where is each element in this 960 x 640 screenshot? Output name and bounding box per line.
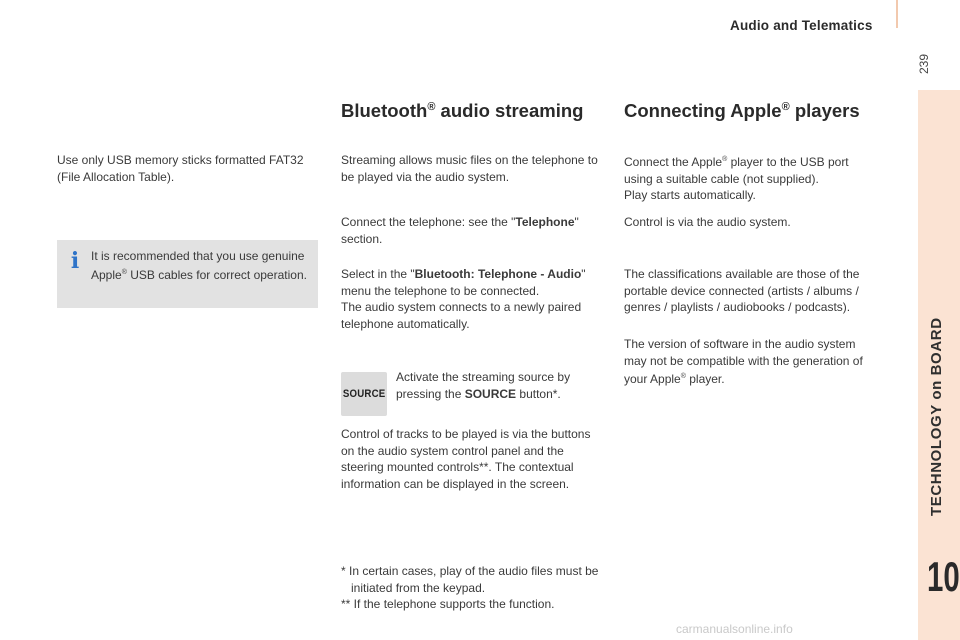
- page-number: 239: [917, 53, 931, 75]
- apple-control-text: Control is via the audio system.: [624, 215, 791, 229]
- connect-telephone-text: Connect the telephone: see the "Telephone" section.: [341, 215, 579, 246]
- header-divider: [896, 0, 898, 28]
- info-box: [57, 240, 318, 308]
- footnote-keypad: * In certain cases, play of the audio files must be initiated from the keypad.: [341, 564, 599, 595]
- activate-streaming-text: Activate the streaming source by pressing the SOURCE button*.: [396, 370, 571, 401]
- select-telephone-text: Select in the "Bluetooth: Telephone - Audio" menu the telephone to be connected. The audio system connects to a newly paired telephone automatically.: [341, 267, 586, 331]
- software-version-text: The version of software in the audio system may not be compatible with the generation of your Apple® player.: [624, 337, 863, 386]
- classifications-text: The classifications available are those of the portable device connected (artists / albums / genres / playlists / audiobooks / podcasts).: [624, 267, 860, 314]
- bluetooth-streaming-heading: Bluetooth® audio streaming: [341, 100, 584, 121]
- chapter-label: TECHNOLOGY on BOARD: [928, 317, 945, 516]
- streaming-intro: Streaming allows music files on the telephone to be played via the audio system.: [341, 153, 598, 184]
- connect-apple-text: Connect the Apple® player to the USB port using a suitable cable (not supplied). Play starts automatically.: [624, 155, 849, 202]
- footnote-telephone: ** If the telephone supports the function.: [341, 597, 555, 611]
- watermark: carmanualsonline.info: [676, 622, 793, 636]
- section-title: Audio and Telematics: [730, 18, 873, 33]
- apple-players-heading: Connecting Apple® players: [624, 100, 860, 121]
- usb-format-note: Use only USB memory sticks formatted FAT32 (File Allocation Table).: [57, 153, 304, 184]
- info-box-text: It is recommended that you use genuine Apple® USB cables for correct operation.: [91, 249, 307, 282]
- track-control-text: Control of tracks to be played is via the buttons on the audio system control panel and the steering mounted controls**. The contextual information can be displayed in the screen.: [341, 427, 591, 491]
- source-button-image: SOURCE: [341, 372, 387, 416]
- chapter-number: 10: [927, 553, 960, 600]
- info-icon: i: [70, 248, 80, 274]
